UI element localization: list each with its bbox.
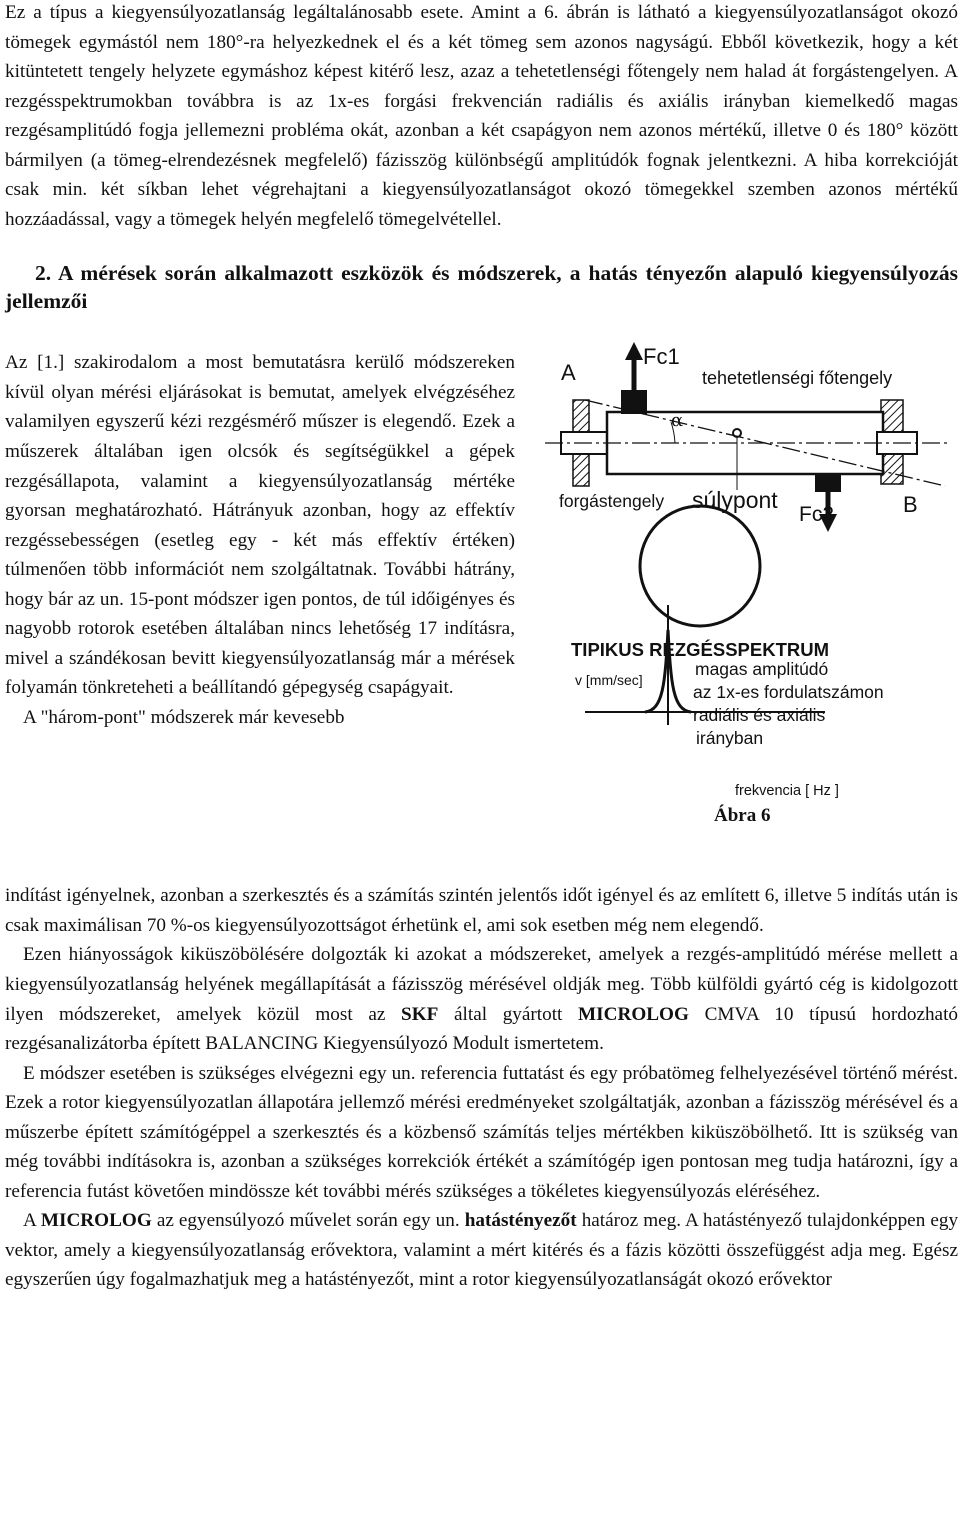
top-paragraph: Ez a típus a kiegyensúlyozatlanság legáltalánosabb esete. Amint a 6. ábrán is látható a kiegyensúlyozatlanságot okozó tömegek egymástól nem 180°-ra helyezkednek el és a két tömeg sem azonos nagyságú. Ebből következik, hogy a két kitüntetett tengely helyzete egymáshoz képest kitérő lesz, azaz a tehetetlenségi főtengely nem halad át forgástengelyen. A rezgésspektrumokban továbbra is az 1x-es forgási frekvencián radiális és axiális irányban kiemelkedő magas rezgésamplitúdó fogja jellemezni probléma okát, azonban a két csapágyon nem azonos mértékű, illetve 0 és 180° között bármilyen (a tömeg-elrendezésnek megfelelő) fázisszög különbségű amplitúdók fognak jelentkezni. A hiba korrekcióját csak min. két síkban lehet végrehajtani a kiegyensúlyozatlanságot okozó tömegekkel szemben azonos mértékű hozzáadással, vagy a tömegek helyén megfelelő tömegelvétellel. — [5, 2, 958, 230]
left-column-paragraph: Az [1.] szakirodalom a most bemutatásra kerülő módszereken kívül olyan mérési eljárásokat is bemutat, amelyek elvégzéséhez valamilyen egyszerű kézi rezgésmérő műszer is elegendő. Ezek a műszerek általában igen olcsók és segítségükkel a gépek rezgésállapota, valamint a kiegyensúlyozatlanság mértéke gyorsan meghatározható. Hátrányuk azonban, hogy az effektív rezgéssebességen (esetleg egy - két más effektív értéken) túlmenően több információt nem szolgáltatnak. További hátrány, hogy bár az un. 15-pont módszer igen pontos, de túl időigényes és nagyobb rotorok esetében általában nincs lehetőség 17 indításra, mivel a szándékosan bevitt kiegyensúlyozatlanság már a mérések folyamán tönkreteheti a beállítandó gépegység csapágyait. — [5, 352, 515, 699]
fc1-arrowhead — [625, 342, 643, 360]
three-point-rest: indítást igényelnek, azonban a szerkesztés és a számítás szintén jelentős időt igényel és az említett 6, illetve 5 indítás után is csak maximálisan 70 %-os kiegyensúlyozottságot érhetünk el, ami sok esetben még nem elegendő. — [5, 885, 958, 936]
shortcomings-mid: által gyártott — [454, 1003, 563, 1025]
para-method: E módszer esetében is szükséges elvégezni egy un. referencia futtatást és egy próbatömeg felhelyezésével történő mérést. Ezek a rotor kiegyensúlyozatlan állapotára jellemző mérési eredményeket szolgáltatják, azonban a fázisszög mérésével és a műszerbe épített számítógéppel a szerkesztés és a közbenső számítás teljes mértékben kiküszöbölhető. Itt is szükség van még további indításokra is, azonban a szükséges korrekciók értékét a számítógép igen pontosan meg tudja határozni, így a referencia futást követően mindössze két további mérés szükséges a tökéletes kiegyensúlyozás eléréséhez. — [5, 1062, 958, 1202]
figure-block — [5, 344, 958, 881]
mass-top — [621, 390, 647, 414]
label-fc1: Fc1 — [643, 344, 680, 370]
final-rest: határoz meg. A hatástényező tulajdonképpen egy vektor, amely a kiegyensúlyozatlanság erővektora, valamint a mért kitérés és a fázis közötti összefüggést adja meg. Egész egyszerűen úgy fogalmazhatjuk meg a hatástényezőt, mint a rotor kiegyensúlyozatlanságát okozó erővektor — [5, 1210, 959, 1291]
shortcomings-text: Ezen hiányosságok kiküszöbölésére dolgozták ki azokat a módszereket, amelyek a rezgés-amplitúdó mérése mellett a kiegyensúlyozatlanság helyének megállapítását a fázisszög mérésével oldják meg. Több külföldi gyártó cég is kidolgozott ilyen módszereket, amelyek közül most az — [5, 944, 958, 1025]
label-spectrum-note-3: radiális és axiális — [693, 705, 826, 726]
three-point-start: A "három-pont" módszerek már kevesebb — [23, 706, 345, 728]
label-center-of-gravity: súlypont — [692, 487, 778, 514]
label-fc2: Fc2 — [799, 503, 835, 527]
rotor-diagram — [525, 340, 960, 835]
label-bearing-a: A — [561, 360, 576, 386]
label-bearing-b: B — [903, 492, 918, 518]
figure-caption: Ábra 6 — [714, 805, 771, 827]
label-alpha: α — [671, 410, 684, 432]
para-final — [5, 1206, 958, 1295]
label-spectrum-ylabel: v [mm/sec] — [575, 672, 643, 689]
final-brand: MICROLOG — [40, 1210, 152, 1232]
document-page — [5, 0, 958, 1295]
final-mid: az egyensúlyozó művelet során egy un. — [156, 1210, 460, 1232]
section-title: A mérések során alkalmazott eszközök és módszerek, a hatás tényezőn alapuló kiegyensúlyozás jellemzői — [5, 261, 958, 314]
label-principal-axis: tehetetlenségi főtengely — [702, 368, 893, 389]
final-a: A — [23, 1210, 36, 1232]
section-number: 2. — [35, 261, 52, 286]
cross-section-circle — [640, 506, 760, 626]
brand-skf: SKF — [401, 1003, 439, 1025]
label-spectrum-note-4: irányban — [696, 728, 764, 749]
left-column — [5, 348, 515, 732]
label-spectrum-title: TIPIKUS REZGÉSSPEKTRUM — [571, 639, 829, 661]
label-spectrum-note-2: az 1x-es fordulatszámon — [693, 682, 884, 703]
label-spectrum-xlabel: frekvencia [ Hz ] — [735, 783, 839, 800]
label-spectrum-note-1: magas amplitúdó — [695, 659, 829, 680]
mass-bottom — [815, 474, 841, 492]
section-heading — [5, 259, 958, 315]
final-term: hatástényezőt — [464, 1210, 577, 1232]
shortcomings-end: CMVA 10 típusú hordozható rezgésanalizátorba épített BALANCING Kiegyensúlyozó Modult ismertetem. — [5, 1003, 958, 1055]
figure-6 — [525, 340, 960, 835]
brand-microlog: MICROLOG — [578, 1003, 689, 1025]
para-shortcomings — [5, 940, 958, 1058]
label-rotation-axis: forgástengely — [559, 491, 665, 512]
